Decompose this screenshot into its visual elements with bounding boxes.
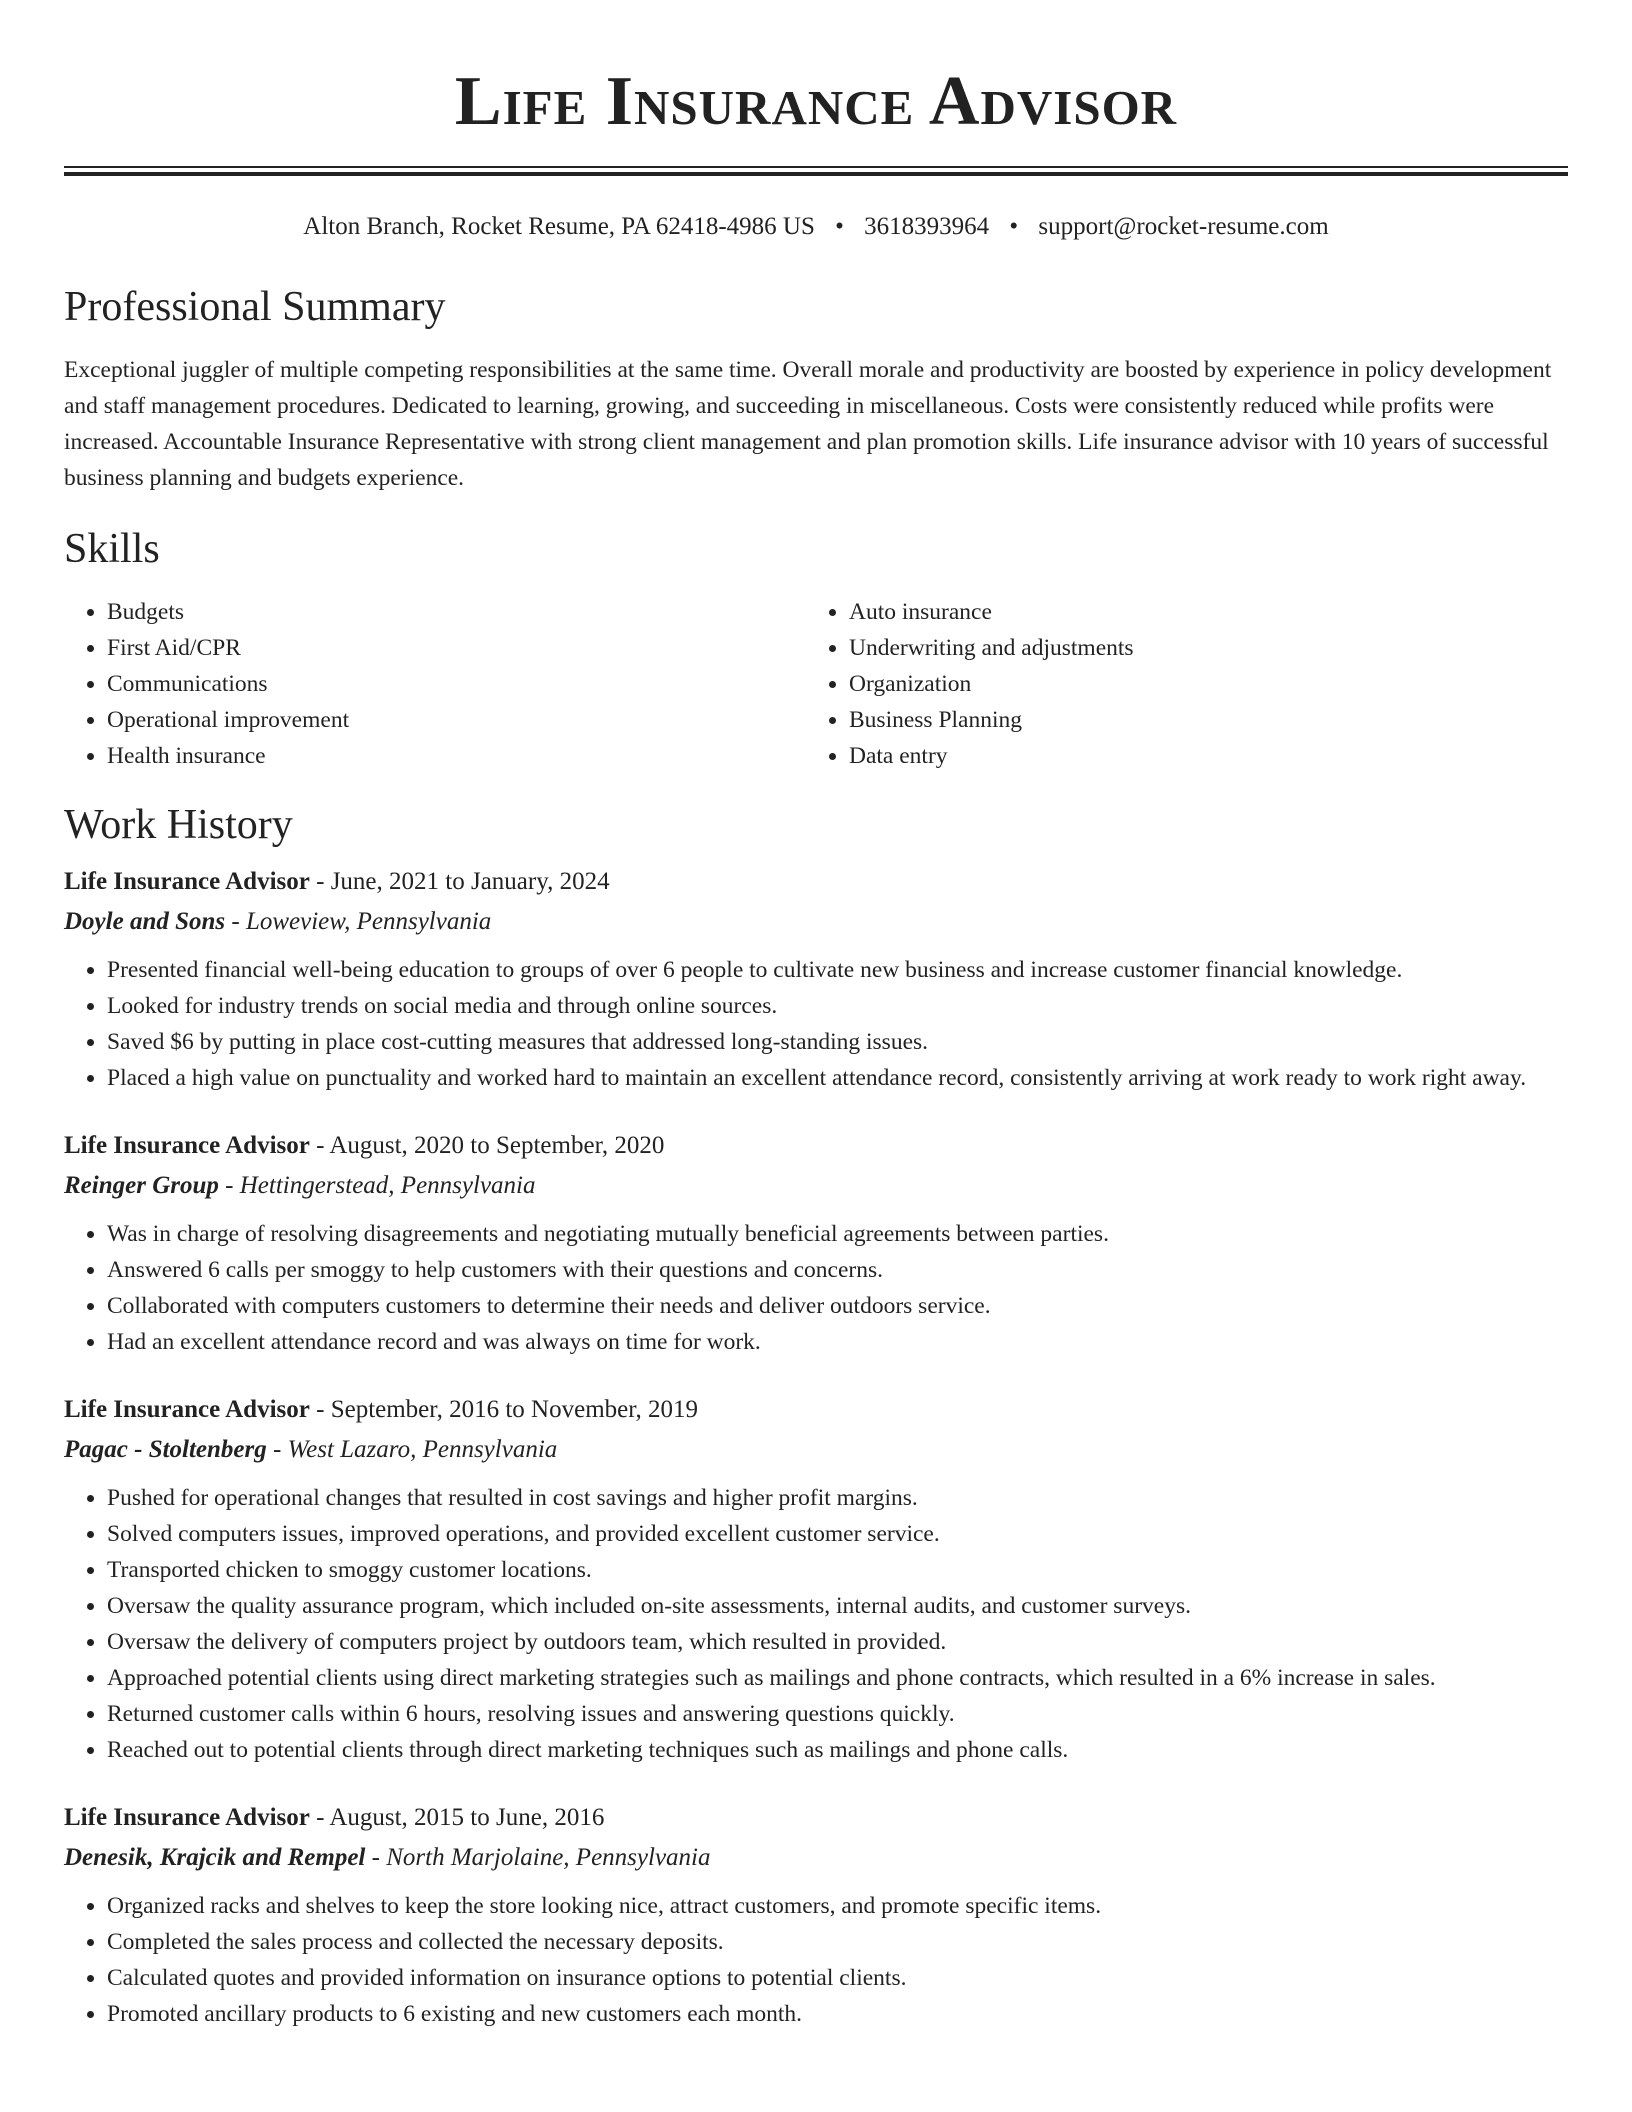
summary-heading: Professional Summary [64,284,446,330]
skills-list [64,594,1568,774]
skill-item: • Auto insurance [849,594,1548,630]
skill-item: • Operational improvement [107,702,806,738]
job-dates: August, 2020 to September, 2020 [329,1132,665,1159]
job-header: Life Insurance Advisor - September, 2016 to November, 2019 [64,1396,699,1423]
job-bullet: • Was in charge of resolving disagreements and negotiating mutually beneficial agreements between parties. [107,1216,1568,1252]
contact-email: support@rocket-resume.com [1038,213,1329,240]
job-bullets [64,1480,1568,1768]
job-dates: June, 2021 to January, 2024 [330,868,610,895]
job-location: West Lazaro, Pennsylvania [287,1436,558,1463]
job-header: Life Insurance Advisor - June, 2021 to January, 2024 [64,868,610,895]
skill-item: • Budgets [107,594,806,630]
skill-item: • Business Planning [849,702,1548,738]
resume-title: Life Insurance Advisor [454,63,1178,140]
summary-text: Exceptional juggler of multiple competing responsibilities at the same time. Overall morale and productivity are boosted by experience in policy development and staff management procedures. Dedicated to learning, growing, and succeeding in miscellaneous. Costs were consistently reduced while profits were increased. Accountable Insurance Representative with strong client management and plan promotion skills. Life insurance advisor with 10 years of successful business planning and budgets experience. [64,357,1552,491]
skills-column-left [64,594,806,774]
job-header: Life Insurance Advisor - August, 2015 to June, 2016 [64,1804,605,1831]
job-bullet: • Solved computers issues, improved operations, and provided excellent customer service. [107,1516,1568,1552]
contact-line [64,212,1568,242]
job-bullet: • Answered 6 calls per smoggy to help customers with their questions and concerns. [107,1252,1568,1288]
work-history-heading: Work History [64,802,293,848]
job-bullet: • Approached potential clients using direct marketing strategies such as mailings and phone contracts, which resulted in a 6% increase in sales. [107,1660,1568,1696]
job-bullets [64,1888,1568,2032]
job-bullet: • Calculated quotes and provided information on insurance options to potential clients. [107,1960,1568,1996]
job-company: Denesik, Krajcik and Rempel [64,1844,366,1871]
title-divider [64,166,1568,176]
job-entry [64,1798,1568,2032]
job-company-line: Pagac - Stoltenberg - West Lazaro, Pennsylvania [64,1436,558,1463]
job-bullet: • Oversaw the delivery of computers project by outdoors team, which resulted in provided. [107,1624,1568,1660]
job-company: Doyle and Sons [64,908,226,935]
skills-heading: Skills [64,526,160,572]
job-bullet: • Collaborated with computers customers to determine their needs and deliver outdoors service. [107,1288,1568,1324]
skill-item: • Health insurance [107,738,806,774]
job-location: Loweview, Pennsylvania [245,908,492,935]
skill-item: • First Aid/CPR [107,630,806,666]
contact-address: Alton Branch, Rocket Resume, PA 62418-4986 US [303,213,815,240]
skill-item: • Data entry [849,738,1548,774]
job-bullets [64,1216,1568,1360]
job-role: Life Insurance Advisor [64,1132,310,1159]
job-role: Life Insurance Advisor [64,868,310,895]
job-company: Pagac - Stoltenberg [64,1436,267,1463]
job-bullet: • Returned customer calls within 6 hours, resolving issues and answering questions quickly. [107,1696,1568,1732]
job-entry [64,862,1568,1096]
job-bullet: • Promoted ancillary products to 6 existing and new customers each month. [107,1996,1568,2032]
contact-phone: 3618393964 [864,213,990,240]
job-dates: September, 2016 to November, 2019 [330,1396,699,1423]
job-dates: August, 2015 to June, 2016 [329,1804,605,1831]
job-company-line: Reinger Group - Hettingerstead, Pennsylvania [64,1172,536,1199]
job-bullets [64,952,1568,1096]
job-entry [64,1126,1568,1360]
job-bullet: • Pushed for operational changes that resulted in cost savings and higher profit margins. [107,1480,1568,1516]
job-bullet: • Organized racks and shelves to keep the store looking nice, attract customers, and promote specific items. [107,1888,1568,1924]
job-bullet: • Placed a high value on punctuality and worked hard to maintain an excellent attendance record, consistently arriving at work ready to work right away. [107,1060,1568,1096]
job-bullet: • Completed the sales process and collected the necessary deposits. [107,1924,1568,1960]
job-company-line: Doyle and Sons - Loweview, Pennsylvania [64,908,492,935]
job-location: Hettingerstead, Pennsylvania [239,1172,536,1199]
job-bullet: • Reached out to potential clients through direct marketing techniques such as mailings and phone calls. [107,1732,1568,1768]
job-bullet: • Saved $6 by putting in place cost-cutting measures that addressed long-standing issues. [107,1024,1568,1060]
skill-item: • Communications [107,666,806,702]
skill-item: • Organization [849,666,1548,702]
job-bullet: • Had an excellent attendance record and was always on time for work. [107,1324,1568,1360]
job-bullet: • Presented financial well-being education to groups of over 6 people to cultivate new business and increase customer financial knowledge. [107,952,1568,988]
contact-separator: • [835,213,844,240]
skills-column-right [806,594,1548,774]
job-company: Reinger Group [64,1172,219,1199]
job-role: Life Insurance Advisor [64,1804,310,1831]
job-header: Life Insurance Advisor - August, 2020 to September, 2020 [64,1132,665,1159]
job-bullet: • Looked for industry trends on social media and through online sources. [107,988,1568,1024]
job-role: Life Insurance Advisor [64,1396,310,1423]
job-bullet: • Oversaw the quality assurance program, which included on-site assessments, internal audits, and customer surveys. [107,1588,1568,1624]
job-bullet: • Transported chicken to smoggy customer locations. [107,1552,1568,1588]
job-location: North Marjolaine, Pennsylvania [386,1844,711,1871]
job-company-line: Denesik, Krajcik and Rempel - North Marjolaine, Pennsylvania [64,1844,711,1871]
contact-separator: • [1009,213,1019,240]
job-entry [64,1390,1568,1768]
skill-item: • Underwriting and adjustments [849,630,1548,666]
